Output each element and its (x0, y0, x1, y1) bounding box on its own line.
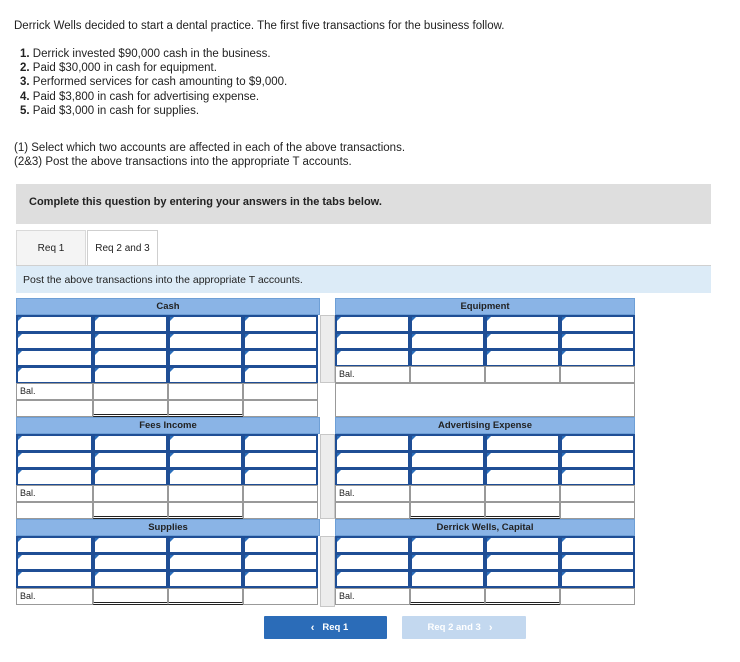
spacer-cell (16, 400, 93, 417)
entry-input[interactable] (16, 468, 93, 486)
entry-input[interactable] (168, 536, 243, 554)
entry-input[interactable] (335, 349, 410, 367)
balance-total-input[interactable] (485, 502, 560, 519)
entry-input[interactable] (16, 332, 93, 350)
entry-input[interactable] (410, 315, 485, 333)
spacer-cell (243, 400, 318, 417)
balance-debit-input[interactable] (410, 366, 485, 383)
entry-input[interactable] (485, 570, 560, 588)
balance-debit-input[interactable] (93, 485, 168, 502)
entry-input[interactable] (93, 366, 168, 384)
entry-input[interactable] (410, 349, 485, 367)
chevron-right-icon: › (488, 621, 493, 634)
entry-input[interactable] (16, 315, 93, 333)
entry-input[interactable] (93, 332, 168, 350)
entry-input[interactable] (560, 553, 635, 571)
entry-input[interactable] (485, 349, 560, 367)
entry-input[interactable] (16, 349, 93, 367)
banner-text: Complete this question by entering your answers in the tabs below. (29, 196, 382, 208)
account-title-advertising-expense: Advertising Expense (335, 417, 635, 434)
prompt-text: Post the above transactions into the appropriate T accounts. (23, 274, 303, 286)
entry-input[interactable] (93, 349, 168, 367)
entry-input[interactable] (93, 434, 168, 452)
next-req-label: Req 2 and 3 (427, 622, 481, 633)
entry-input[interactable] (410, 553, 485, 571)
balance-credit-input[interactable] (168, 383, 243, 400)
balance-extra-cell (560, 366, 635, 383)
instruction-line: (1) Select which two accounts are affected in each of the above transactions. (14, 142, 406, 154)
entry-input[interactable] (16, 553, 93, 571)
balance-extra-cell (560, 588, 635, 605)
entry-input[interactable] (243, 553, 318, 571)
entry-input[interactable] (168, 570, 243, 588)
entry-input[interactable] (93, 536, 168, 554)
spacer-cell (560, 502, 635, 519)
balance-label: Bal. (20, 386, 36, 396)
spacer-cell (335, 502, 410, 519)
entry-input[interactable] (335, 332, 410, 350)
tab-req-2-and-3[interactable]: Req 2 and 3 (87, 230, 158, 266)
entry-input[interactable] (410, 468, 485, 486)
entry-input[interactable] (485, 468, 560, 486)
balance-extra-cell (243, 485, 318, 502)
entry-input[interactable] (335, 434, 410, 452)
account-title-equipment: Equipment (335, 298, 635, 315)
entry-input[interactable] (168, 468, 243, 486)
entry-input[interactable] (560, 536, 635, 554)
balance-credit-input[interactable] (485, 588, 560, 605)
entry-input[interactable] (410, 332, 485, 350)
entry-input[interactable] (243, 468, 318, 486)
balance-total-input[interactable] (93, 502, 168, 519)
account-title-supplies: Supplies (16, 519, 320, 536)
account-title-fees-income: Fees Income (16, 417, 320, 434)
balance-label: Bal. (339, 369, 355, 379)
balance-extra-cell (243, 588, 318, 605)
entry-input[interactable] (410, 451, 485, 469)
list-item: 1. Derrick invested $90,000 cash in the business. (20, 48, 271, 60)
balance-extra-cell (560, 485, 635, 502)
entry-input[interactable] (335, 570, 410, 588)
entry-input[interactable] (243, 315, 318, 333)
balance-extra-cell (243, 383, 318, 400)
entry-input[interactable] (168, 349, 243, 367)
entry-input[interactable] (243, 332, 318, 350)
entry-input[interactable] (168, 315, 243, 333)
entry-input[interactable] (485, 315, 560, 333)
balance-label-cell (16, 588, 93, 605)
balance-total-input[interactable] (168, 400, 243, 417)
account-title-capital: Derrick Wells, Capital (335, 519, 635, 536)
entry-input[interactable] (16, 536, 93, 554)
entry-input[interactable] (335, 468, 410, 486)
entry-input[interactable] (560, 451, 635, 469)
balance-credit-input[interactable] (485, 366, 560, 383)
entry-input[interactable] (485, 451, 560, 469)
balance-label: Bal. (339, 488, 355, 498)
entry-input[interactable] (335, 451, 410, 469)
spacer-cell (335, 383, 635, 417)
balance-label-cell (335, 588, 410, 605)
balance-label: Bal. (339, 591, 355, 601)
entry-input[interactable] (335, 315, 410, 333)
entry-input[interactable] (560, 468, 635, 486)
balance-credit-input[interactable] (168, 588, 243, 605)
entry-input[interactable] (93, 468, 168, 486)
spacer-cell (243, 502, 318, 519)
entry-input[interactable] (16, 434, 93, 452)
balance-label: Bal. (20, 591, 36, 601)
balance-total-input[interactable] (168, 502, 243, 519)
entry-input[interactable] (16, 366, 93, 384)
tab-req-1[interactable]: Req 1 (16, 230, 86, 266)
entry-input[interactable] (560, 332, 635, 350)
entry-input[interactable] (410, 434, 485, 452)
balance-total-input[interactable] (410, 502, 485, 519)
entry-input[interactable] (560, 349, 635, 367)
entry-input[interactable] (335, 536, 410, 554)
list-item: 2. Paid $30,000 in cash for equipment. (20, 62, 217, 75)
entry-input[interactable] (243, 570, 318, 588)
balance-label: Bal. (20, 488, 36, 498)
balance-credit-input[interactable] (485, 485, 560, 502)
balance-debit-input[interactable] (93, 383, 168, 400)
entry-input[interactable] (335, 553, 410, 571)
entry-input[interactable] (168, 553, 243, 571)
entry-input[interactable] (410, 570, 485, 588)
list-item: 3. Performed services for cash amounting to $9,000. (20, 76, 288, 89)
entry-input[interactable] (485, 536, 560, 554)
column-gap (320, 434, 335, 519)
entry-input[interactable] (243, 451, 318, 469)
next-req-button[interactable] (402, 616, 526, 639)
balance-total-input[interactable] (93, 400, 168, 417)
entry-input[interactable] (243, 349, 318, 367)
entry-input[interactable] (93, 570, 168, 588)
entry-input[interactable] (243, 366, 318, 384)
prev-req-button[interactable] (264, 616, 387, 639)
entry-input[interactable] (560, 434, 635, 452)
list-item: 4. Paid $3,800 in cash for advertising expense. (20, 90, 260, 103)
entry-input[interactable] (168, 332, 243, 350)
entry-input[interactable] (93, 553, 168, 571)
chevron-left-icon: ‹ (310, 621, 315, 634)
entry-input[interactable] (168, 451, 243, 469)
instruction-line: (2&3) Post the above transactions into the appropriate T accounts. (14, 155, 352, 168)
entry-input[interactable] (485, 553, 560, 571)
balance-debit-input[interactable] (410, 485, 485, 502)
spacer-cell (16, 502, 93, 519)
entry-input[interactable] (485, 434, 560, 452)
balance-debit-input[interactable] (410, 588, 485, 605)
balance-label-cell (16, 383, 93, 400)
problem-intro: Derrick Wells decided to start a dental practice. The first five transactions for the business follow. (14, 20, 505, 32)
entry-input[interactable] (410, 536, 485, 554)
column-gap (320, 536, 335, 607)
entry-input[interactable] (168, 366, 243, 384)
prev-req-label: Req 1 (322, 622, 349, 633)
column-gap (320, 315, 335, 383)
account-title-cash: Cash (16, 298, 320, 315)
entry-input[interactable] (16, 451, 93, 469)
entry-input[interactable] (93, 451, 168, 469)
balance-debit-input[interactable] (93, 588, 168, 605)
balance-credit-input[interactable] (168, 485, 243, 502)
balance-label-cell (16, 485, 93, 502)
entry-input[interactable] (243, 536, 318, 554)
entry-input[interactable] (485, 332, 560, 350)
entry-input[interactable] (93, 315, 168, 333)
entry-input[interactable] (560, 570, 635, 588)
entry-input[interactable] (168, 434, 243, 452)
balance-label-cell (335, 366, 410, 383)
balance-label-cell (335, 485, 410, 502)
entry-input[interactable] (243, 434, 318, 452)
entry-input[interactable] (560, 315, 635, 333)
entry-input[interactable] (16, 570, 93, 588)
list-item: 5. Paid $3,000 in cash for supplies. (20, 104, 200, 117)
